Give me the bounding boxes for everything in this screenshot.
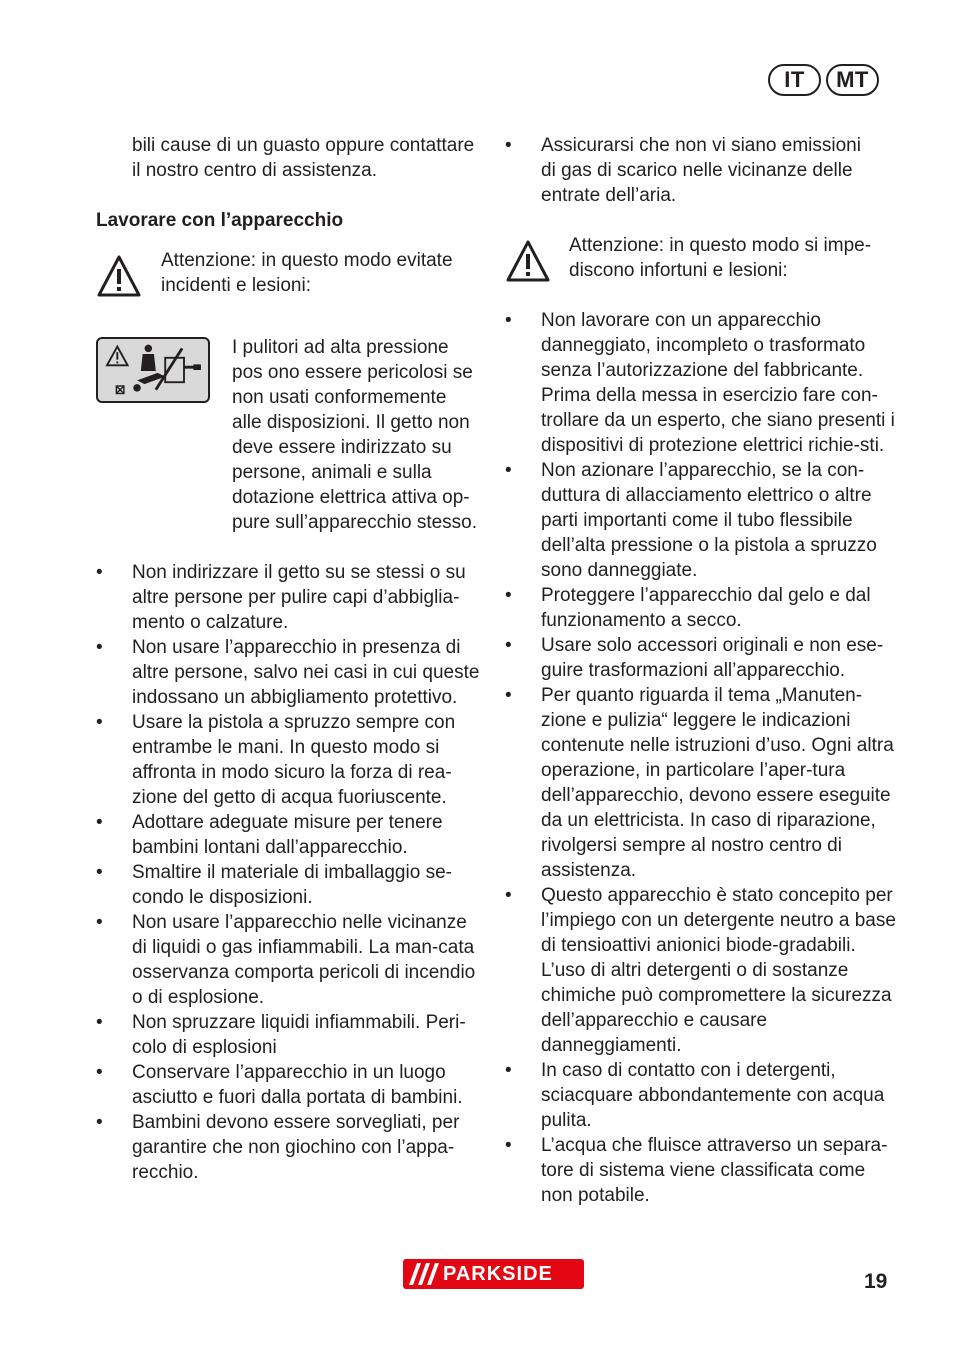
pictogram-block — [96, 335, 486, 535]
language-badge-it: IT — [768, 64, 821, 96]
logo-stripes-icon — [403, 1259, 443, 1289]
list-item-text: Usare solo accessori originali e non ese-guire trasformazioni all’apparecchio. — [541, 635, 884, 681]
page-number: 19 — [864, 1270, 888, 1293]
bullet-icon: • — [96, 862, 103, 883]
pictogram-text: I pulitori ad alta pressione pos ono essere pericolosi se non usati conformemente alle disposizioni. Il getto non deve essere indirizzato su persone, animali e sulla dotazione elettrica attiva op-pure sull’apparecchio stesso. — [232, 337, 478, 533]
list-item — [505, 308, 897, 458]
list-item — [96, 860, 486, 910]
list-item-text: Non lavorare con un apparecchio danneggiato, incompleto o trasformato senza l’autorizzazione del fabbricante. Prima della messa in esercizio fare con-trollare da un esperto, che siano presenti i dispositivi di protezione elettrici richie-sti. — [541, 310, 895, 456]
list-item — [505, 1058, 897, 1133]
list-item-text: Conservare l’apparecchio in un luogo asciutto e fuori dalla portata di bambini. — [132, 1062, 463, 1108]
left-column — [96, 133, 486, 1185]
list-item-text: Usare la pistola a spruzzo sempre con entrambe le mani. In questo modo si affronta in modo sicuro la forza di rea-zione del getto di acqua fuoriuscente. — [132, 712, 456, 808]
bullet-icon: • — [96, 637, 103, 658]
no-spray-on-people-pictogram-icon — [96, 337, 210, 403]
list-item-text: Bambini devono essere sorvegliati, per garantire che non giochino con l’appa-recchio. — [132, 1112, 460, 1183]
list-item-text: Proteggere l’apparecchio dal gelo e dal funzionamento a secco. — [541, 585, 871, 631]
warning-text-right: Attenzione: in questo modo si impe-discono infortuni e lesioni: — [569, 235, 872, 281]
right-top-bullet-list — [505, 133, 865, 208]
logo-wordmark: PARKSIDE — [443, 1262, 553, 1285]
list-item — [505, 883, 897, 1058]
bullet-icon: • — [505, 885, 512, 906]
bullet-icon: • — [505, 460, 512, 481]
list-item-text: Questo apparecchio è stato concepito per l’impiego con un detergente neutro a base di tensioattivi anionici biode-gradabili. L’uso di altri detergenti o di sostanze chimiche può compromettere la sicurezza dell’apparecchio e causare danneggiamenti. — [541, 885, 896, 1056]
left-bullet-list — [96, 560, 486, 1185]
bullet-icon: • — [96, 562, 103, 583]
list-item — [96, 560, 486, 635]
list-item-text: Non usare l’apparecchio in presenza di altre persone, salvo nei casi in cui queste indossano un abbigliamento protettivo. — [132, 637, 480, 708]
bullet-icon: • — [96, 912, 103, 933]
list-item — [505, 583, 897, 633]
list-item — [96, 710, 486, 810]
bullet-icon: • — [505, 585, 512, 606]
list-item — [505, 1133, 897, 1208]
right-column — [505, 133, 897, 1208]
right-bullet-list — [505, 308, 897, 1208]
list-item — [96, 635, 486, 710]
bullet-icon: • — [505, 310, 512, 331]
list-item-text: Adottare adeguate misure per tenere bambini lontani dall’apparecchio. — [132, 812, 443, 858]
warning-block — [96, 248, 486, 298]
parkside-logo — [403, 1259, 584, 1289]
list-item-text: Non indirizzare il getto su se stessi o su altre persone per pulire capi d’abbiglia-mento o calzature. — [132, 562, 466, 633]
list-item — [505, 633, 897, 683]
list-item-text: L’acqua che fluisce attraverso un separa-tore di sistema viene classificata come non potabile. — [541, 1135, 888, 1206]
section-title: Lavorare con l’apparecchio — [96, 210, 344, 231]
bullet-icon: • — [505, 1060, 512, 1081]
list-item-text: Non usare l’apparecchio nelle vicinanze di liquidi o gas infiammabili. La man-cata osservanza comporta pericoli di incendio o di esplosione. — [132, 912, 476, 1008]
list-item — [505, 133, 865, 208]
bullet-icon: • — [505, 1135, 512, 1156]
list-item-text: Per quanto riguarda il tema „Manuten-zione e pulizia“ leggere le indicazioni contenute nelle istruzioni d’uso. Ogni altra operazione, in particolare l’aper-tura dell’apparecchio, devono essere eseguite da un elettricista. In caso di riparazione, rivolgersi sempre al nostro centro di assistenza. — [541, 685, 894, 881]
list-item — [96, 1110, 486, 1185]
warning-triangle-icon — [96, 254, 142, 298]
intro-text: bili cause di un guasto oppure contattare il nostro centro di assistenza. — [132, 135, 475, 181]
list-item-text: Assicurarsi che non vi siano emissioni di gas di scarico nelle vicinanze delle entrate dell’aria. — [541, 135, 861, 206]
bullet-icon: • — [505, 635, 512, 656]
list-item — [505, 458, 897, 583]
warning-text: Attenzione: in questo modo evitate incidenti e lesioni: — [161, 250, 453, 296]
bullet-icon: • — [96, 1112, 103, 1133]
bullet-icon: • — [505, 685, 512, 706]
list-item-text: In caso di contatto con i detergenti, sciacquare abbondantemente con acqua pulita. — [541, 1060, 885, 1131]
list-item-text: Smaltire il materiale di imballaggio se-condo le disposizioni. — [132, 862, 452, 908]
list-item-text: Non spruzzare liquidi infiammabili. Peri-colo di esplosioni — [132, 1012, 466, 1058]
list-item-text: Non azionare l’apparecchio, se la con-duttura di allacciamento elettrico o altre parti importanti come il tubo flessibile dell’alta pressione o la pistola a spruzzo sono danneggiate. — [541, 460, 877, 581]
warning-triangle-icon — [505, 239, 551, 283]
list-item — [96, 1060, 486, 1110]
language-badge-mt: MT — [826, 64, 879, 96]
list-item — [505, 683, 897, 883]
bullet-icon: • — [505, 135, 512, 156]
list-item — [96, 1010, 486, 1060]
warning-block-right — [505, 233, 897, 283]
bullet-icon: • — [96, 1062, 103, 1083]
bullet-icon: • — [96, 1012, 103, 1033]
language-badges — [768, 64, 879, 96]
bullet-icon: • — [96, 812, 103, 833]
bullet-icon: • — [96, 712, 103, 733]
list-item — [96, 810, 486, 860]
list-item — [96, 910, 486, 1010]
